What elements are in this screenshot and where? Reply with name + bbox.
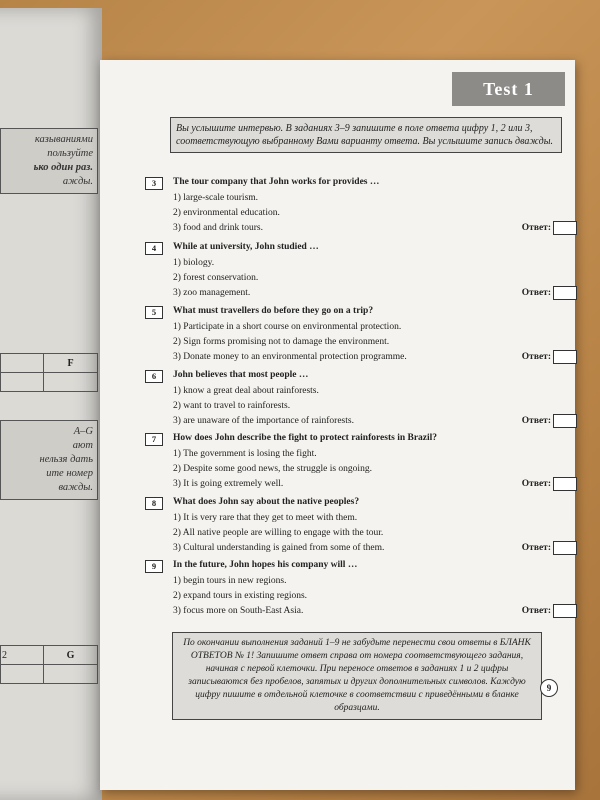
answer-field: [522, 541, 577, 555]
question-number: 5: [145, 306, 163, 319]
answer-label: Ответ:: [521, 543, 551, 553]
question-6: [145, 370, 551, 430]
answer-label: Ответ:: [521, 416, 551, 426]
answer-option: 2) want to travel to rainforests.: [173, 401, 291, 411]
question-text: The tour company that John works for provides …: [173, 177, 380, 187]
answer-box[interactable]: [553, 541, 577, 555]
answer-field: [522, 477, 577, 491]
answer-option: 2) environmental education.: [173, 208, 280, 218]
answer-box[interactable]: [553, 414, 577, 428]
instruction-box: Вы услышите интервью. В заданиях 3–9 запишите в поле ответа цифру 1, 2 или 3, соответствующую выбранному Вами варианту ответа. Вы услышите запись дважды.: [170, 117, 562, 153]
answer-option: 1) It is very rare that they get to meet with them.: [173, 513, 358, 523]
question-number: 9: [145, 560, 163, 573]
answer-label: Ответ:: [521, 606, 551, 616]
left-text-line: важды.: [58, 482, 93, 493]
answer-option: 3) food and drink tours.: [173, 223, 263, 233]
question-text: In the future, John hopes his company will …: [173, 560, 358, 570]
answer-box[interactable]: [553, 221, 577, 235]
left-text-line: A–G: [73, 426, 93, 437]
question-text: John believes that most people …: [173, 370, 309, 380]
left-page: [0, 8, 102, 800]
left-text-line: ько один раз.: [33, 162, 93, 173]
question-number: 6: [145, 370, 163, 383]
answer-option: 1) biology.: [173, 258, 215, 268]
question-number: 4: [145, 242, 163, 255]
answer-option: 3) are unaware of the importance of rainforests.: [173, 416, 354, 426]
question-text: While at university, John studied …: [173, 242, 319, 252]
answer-label: Ответ:: [521, 223, 551, 233]
question-9: [145, 560, 551, 620]
question-text: How does John describe the fight to protect rainforests in Brazil?: [173, 433, 438, 443]
answer-option: 2) Sign forms promising not to damage the environment.: [173, 337, 390, 347]
left-text-line: нельзя дать: [39, 454, 93, 465]
answer-box[interactable]: [553, 477, 577, 491]
answer-option: 2) forest conservation.: [173, 273, 259, 283]
answer-option: 1) large-scale tourism.: [173, 193, 259, 203]
question-3: [145, 177, 551, 237]
answer-box[interactable]: [553, 286, 577, 300]
answer-label: Ответ:: [521, 288, 551, 298]
answer-field: [522, 414, 577, 428]
answer-option: 3) zoo management.: [173, 288, 251, 298]
left-instruction-box-2: [0, 420, 98, 500]
answer-option: 2) Despite some good news, the struggle is ongoing.: [173, 464, 372, 474]
question-text: What does John say about the native peoples?: [173, 497, 360, 507]
left-text-line: ите номер: [46, 468, 93, 479]
question-number: 3: [145, 177, 163, 190]
answer-field: [522, 221, 577, 235]
answer-option: 1) know a great deal about rainforests.: [173, 386, 319, 396]
left-table-label: 2: [1, 646, 44, 665]
left-table-header: G: [44, 646, 98, 665]
answer-field: [522, 604, 577, 618]
question-5: [145, 306, 551, 366]
left-text-line: ажды.: [62, 176, 93, 187]
question-7: [145, 433, 551, 493]
question-4: [145, 242, 551, 302]
answer-option: 1) The government is losing the fight.: [173, 449, 317, 459]
answer-box[interactable]: [553, 604, 577, 618]
left-table-2: [0, 645, 98, 684]
left-text-line: пользуйте: [47, 148, 93, 159]
answer-option: 3) Cultural understanding is gained from some of them.: [173, 543, 385, 553]
bottom-note: По окончании выполнения заданий 1–9 не забудьте перенести свои ответы в БЛАНК ОТВЕТОВ № 1! Запишите ответ справа от номера соответствующего задания, начиная с первой клеточки. При переносе ответов в заданиях 1 и 2 цифры записываются без пробелов, запятых и других дополнительных символов. Каждую цифру пишите в отдельной клеточке в соответствии с приведёнными в бланке образцами.: [172, 632, 542, 720]
answer-box[interactable]: [553, 350, 577, 364]
answer-label: Ответ:: [521, 479, 551, 489]
answer-option: 1) begin tours in new regions.: [173, 576, 287, 586]
answer-option: 1) Participate in a short course on environmental protection.: [173, 322, 402, 332]
answer-field: [522, 350, 577, 364]
left-table-header: F: [44, 354, 98, 373]
left-text-line: ают: [72, 440, 93, 451]
answer-option: 3) It is going extremely well.: [173, 479, 284, 489]
answer-option: 3) focus more on South-East Asia.: [173, 606, 304, 616]
test-label: Test 1: [452, 72, 565, 106]
question-8: [145, 497, 551, 557]
page-number: 9: [540, 679, 558, 697]
question-number: 8: [145, 497, 163, 510]
left-instruction-box: [0, 128, 98, 194]
answer-option: 3) Donate money to an environmental protection programme.: [173, 352, 407, 362]
question-number: 7: [145, 433, 163, 446]
left-text-line: казываниями: [34, 134, 93, 145]
answer-field: [522, 286, 577, 300]
answer-option: 2) expand tours in existing regions.: [173, 591, 308, 601]
answer-option: 2) All native people are willing to engage with the tour.: [173, 528, 384, 538]
exam-page: [100, 60, 575, 790]
question-text: What must travellers do before they go on a trip?: [173, 306, 374, 316]
answer-label: Ответ:: [521, 352, 551, 362]
left-table: [0, 353, 98, 392]
